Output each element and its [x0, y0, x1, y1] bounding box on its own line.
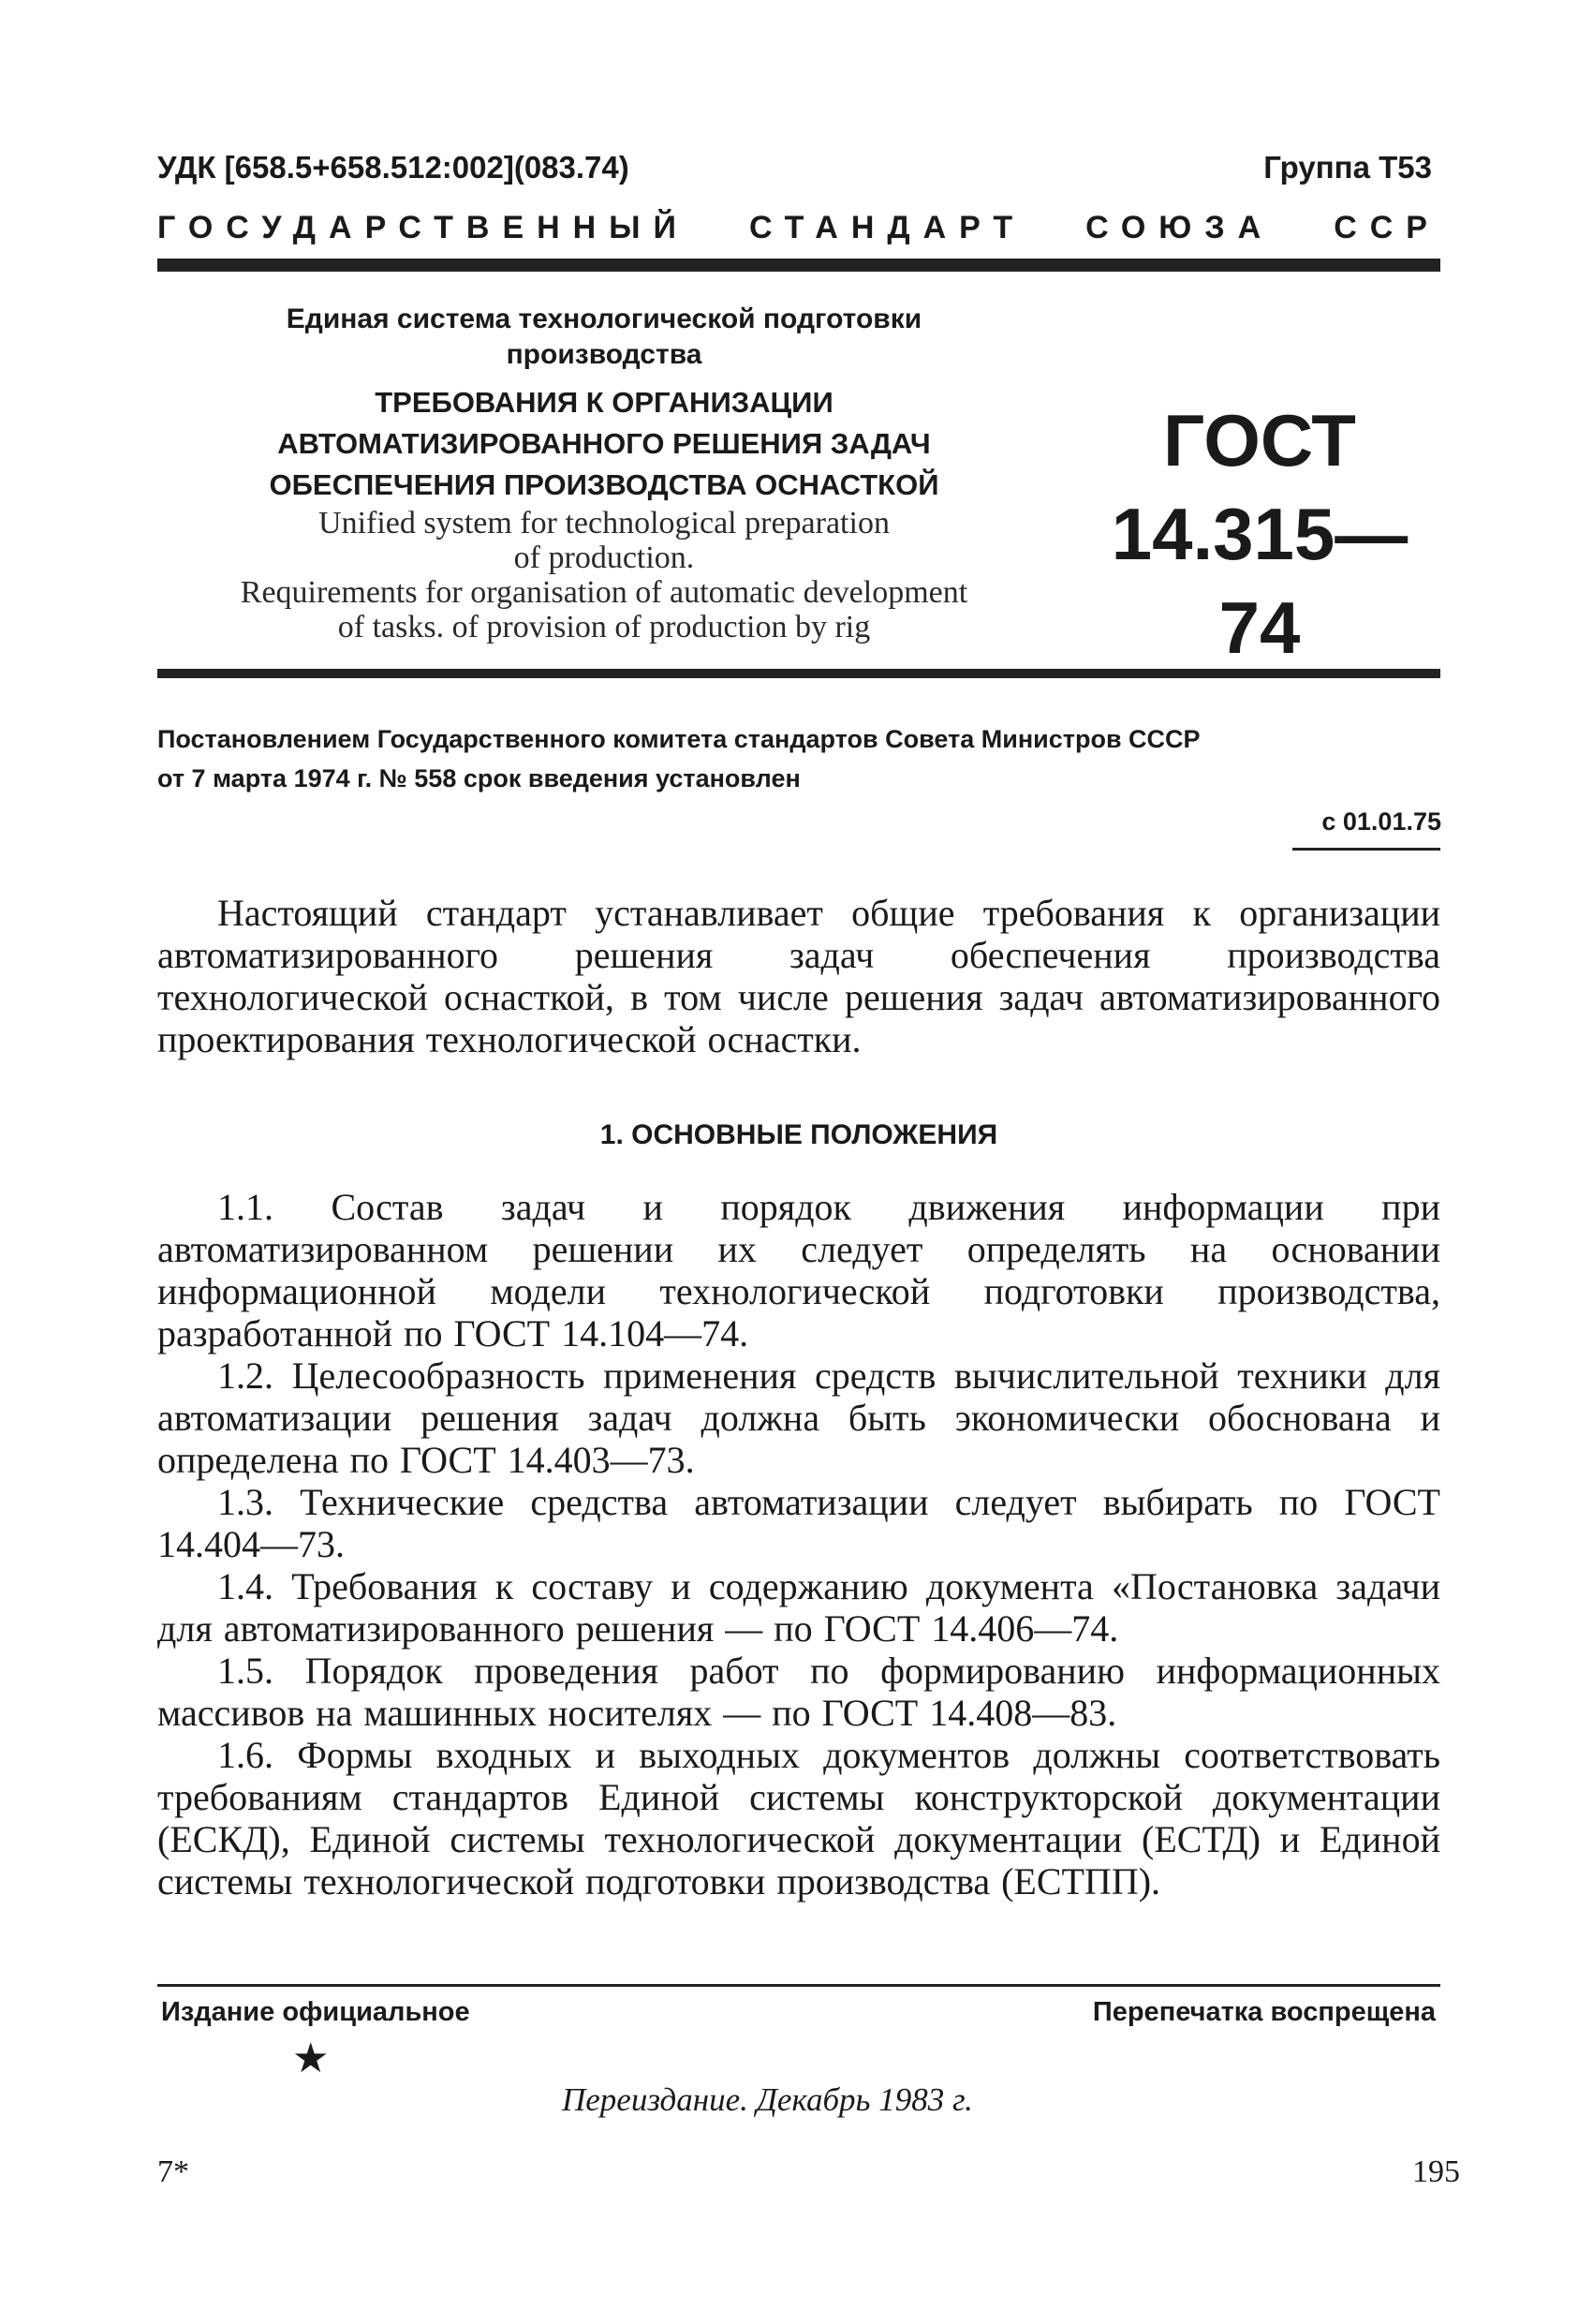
effective-date: с 01.01.75 [1321, 807, 1441, 836]
requirements-title-line: ТРЕБОВАНИЯ К ОРГАНИЗАЦИИ [375, 386, 833, 419]
list-item: 1.3. Технические средства автоматизации следует выбирать по ГОСТ 14.404—73. [157, 1481, 1440, 1565]
title-divider [157, 669, 1440, 678]
resolution-line: Постановлением Государственного комитета стандартов Совета Министров СССР [157, 725, 1201, 753]
official-edition-label: Издание официальное [161, 1997, 470, 2027]
english-title-line: of tasks. of provision of production by rig [337, 610, 871, 644]
state-title-word: ССР [1334, 210, 1440, 245]
list-item: 1.6. Формы входных и выходных документов должны соответствовать требованиям стандартов Единой системы конструкторской документации (ЕСКД), Единой системы технологической документации (ЕСТД) и Единой системы технологической подготовки производства (ЕСТПП). [157, 1734, 1440, 1902]
english-title-line: Requirements for organisation of automatic development [240, 575, 968, 610]
state-title-word: ГОСУДАРСТВЕННЫЙ [157, 210, 689, 245]
english-title-line: of production. [513, 540, 695, 575]
english-title-line: Unified system for technological preparation [318, 506, 890, 540]
header-divider [157, 259, 1440, 272]
requirements-title [140, 382, 1068, 506]
list-item: 1.5. Порядок проведения работ по формированию информационных массивов на машинных носителях — по ГОСТ 14.408—83. [157, 1650, 1440, 1734]
requirements-title-line: АВТОМАТИЗИРОВАННОГО РЕШЕНИЯ ЗАДАЧ [277, 427, 931, 460]
gost-designation [1077, 393, 1442, 674]
gost-label: ГОСТ [1163, 399, 1356, 481]
list-item: 1.2. Целесообразность применения средств вычислительной техники для автоматизации решения задач должна быть экономически обоснована и определена по ГОСТ 14.403—73. [157, 1354, 1440, 1481]
list-item: 1.1. Состав задач и порядок движения информации при автоматизированном решении их следует определять на основании информационной модели технологической подготовки производства, разработанной по ГОСТ 14.104—74. [157, 1186, 1440, 1354]
resolution-text [157, 719, 1440, 798]
english-title [140, 506, 1068, 644]
reissue-note: Переиздание. Декабрь 1983 г. [562, 2081, 973, 2118]
intro-paragraph [157, 892, 1440, 1060]
footer-divider [157, 1984, 1440, 1987]
effective-date-underline [1292, 848, 1440, 851]
resolution-line: от 7 марта 1974 г. № 558 срок введения установлен [157, 764, 801, 792]
requirements-title-line: ОБЕСПЕЧЕНИЯ ПРОИЗВОДСТВА ОСНАСТКОЙ [269, 468, 939, 501]
reprint-prohibited-label: Перепечатка воспрещена [1092, 1997, 1436, 2027]
state-standard-title [157, 210, 1440, 246]
list-item: 1.4. Требования к составу и содержанию документа «Постановка задачи для автоматизированного решения — по ГОСТ 14.406—74. [157, 1565, 1440, 1650]
signature-mark: 7* [157, 2154, 189, 2189]
state-title-word: СТАНДАРТ [748, 210, 1026, 245]
star-icon: ★ [292, 2035, 330, 2081]
system-title-line: Единая система технологической подготовки [286, 303, 922, 334]
state-title-word: СОЮЗА [1085, 210, 1275, 245]
section-heading: 1. ОСНОВНЫЕ ПОЛОЖЕНИЯ [599, 1119, 998, 1150]
gost-number: 14.315—74 [1111, 493, 1409, 669]
group-code: Группа Т53 [1263, 150, 1432, 185]
page-number: 195 [1412, 2154, 1460, 2189]
system-title-line: производства [506, 339, 702, 370]
section-items [157, 1186, 1440, 1902]
intro-text: Настоящий стандарт устанавливает общие требования к организации автоматизированного решения задач обеспечения производства технологической оснасткой, в том числе решения задач автоматизированного проектирования технологической оснастки. [157, 892, 1440, 1060]
system-title [140, 302, 1068, 373]
udk-code: УДК [658.5+658.512:002](083.74) [157, 150, 629, 185]
